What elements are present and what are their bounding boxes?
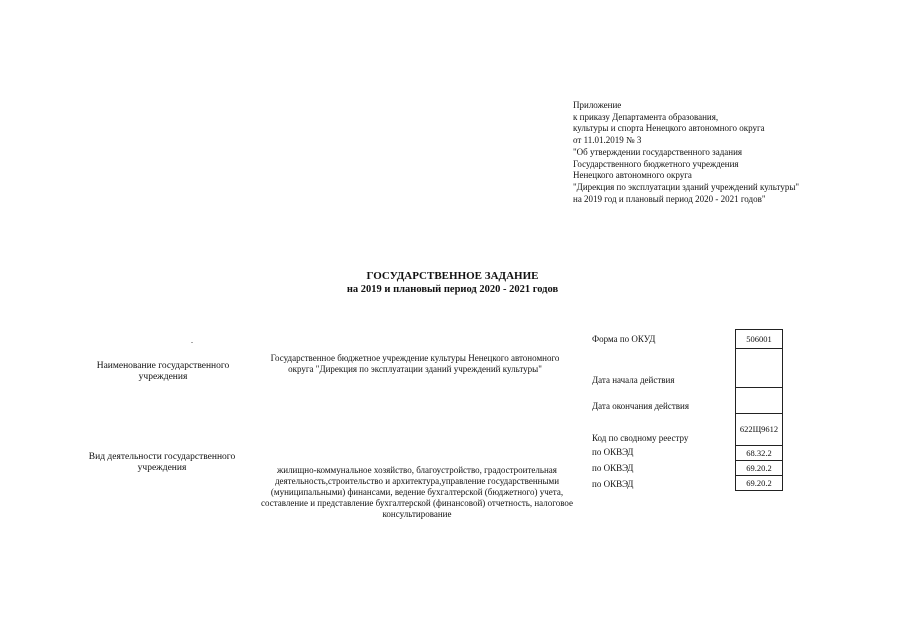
appendix-block	[573, 100, 893, 205]
registry-code-box: 622Щ9612	[735, 413, 783, 446]
document-title	[0, 270, 905, 296]
appendix-line: Ненецкого автономного округа	[573, 170, 692, 181]
appendix-line: культуры и спорта Ненецкого автономного округа	[573, 123, 765, 134]
institution-value: Государственное бюджетное учреждение культуры Ненецкого автономного округа "Дирекция по эксплуатации зданий учреждений культуры"	[270, 353, 560, 374]
appendix-line: на 2019 год и плановый период 2020 - 2021 годов"	[573, 193, 766, 204]
title-main: ГОСУДАРСТВЕННОЕ ЗАДАНИЕ	[366, 270, 539, 282]
appendix-line: Государственного бюджетного учреждения	[573, 158, 739, 169]
okud-code-box: 506001	[735, 329, 783, 349]
title-period: на 2019 и плановый период 2020 - 2021 годов	[346, 284, 559, 295]
okud-label: Форма по ОКУД	[592, 334, 656, 344]
appendix-line: "Дирекция по эксплуатации зданий учреждений культуры"	[573, 181, 800, 192]
start-date-label: Дата начала действия	[592, 375, 675, 385]
okved-label-2: по ОКВЭД	[592, 463, 634, 473]
activity-value: жилищно-коммунальное хозяйство, благоустройство, градостроительная деятельность,строительство и архитектура,управление государственными (муниципальными) финансами, ведение бухгалтерской (бюджетного) учета, составление и представление бухгалтерской (финансовой) отчетность, налоговое консультирование	[260, 465, 573, 519]
okved-label-3: по ОКВЭД	[592, 479, 634, 489]
start-date-box	[735, 348, 783, 388]
okved-code-box-2: 69.20.2	[735, 460, 783, 476]
appendix-line: "Об утверждении государственного задания	[573, 146, 743, 157]
okved-label-1: по ОКВЭД	[592, 447, 634, 457]
okved-code-box-1: 68.32.2	[735, 445, 783, 461]
activity-label: Вид деятельности государственного учреждения	[88, 452, 236, 473]
appendix-line: к приказу Департамента образования,	[573, 111, 719, 122]
registry-label: Код по сводному реестру	[592, 433, 689, 443]
appendix-line: от 11.01.2019 № 3	[573, 135, 642, 146]
end-date-label: Дата окончания действия	[592, 401, 689, 411]
appendix-line: Приложение	[573, 100, 622, 110]
okved-code-box-3: 69.20.2	[735, 475, 783, 491]
end-date-box	[735, 387, 783, 414]
institution-label: Наименование государственного учреждения	[96, 361, 230, 382]
stray-dot: .	[191, 336, 193, 345]
